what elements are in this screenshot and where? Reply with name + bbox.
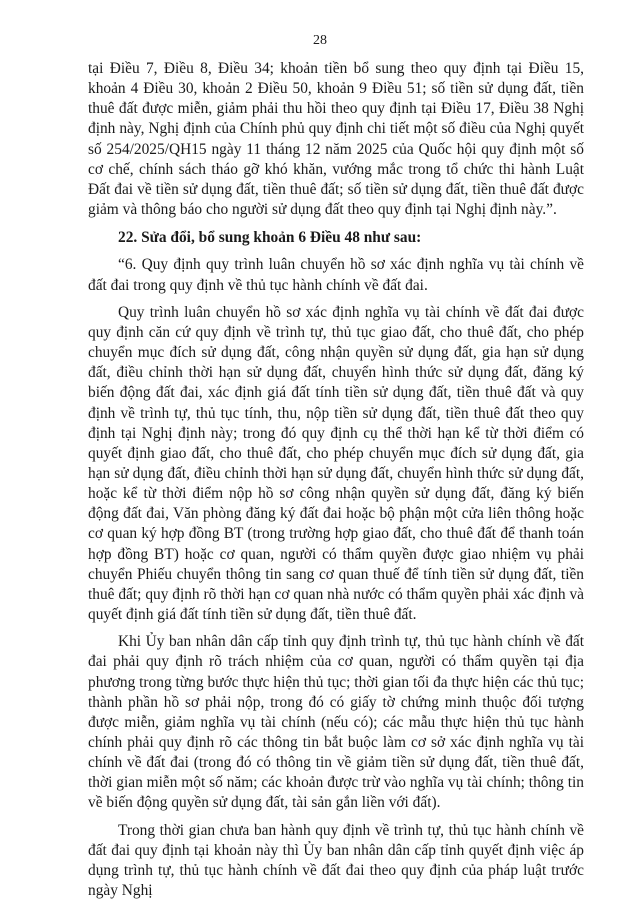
section-heading: 22. Sửa đổi, bổ sung khoản 6 Điều 48 như sau: [118, 229, 422, 247]
paragraph-clause-6: “6. Quy định quy trình luân chuyển hồ sơ xác định nghĩa vụ tài chính về đất đai trong quy định về thủ tục hành chính về đất đai. [88, 256, 584, 294]
page-number: 28 [313, 33, 327, 48]
document-body [88, 59, 584, 901]
paragraph-continuation: tại Điều 7, Điều 8, Điều 34; khoản tiền bổ sung theo quy định tại Điều 15, khoản 4 Điều 30, khoản 2 Điều 50, khoản 9 Điều 51; số tiền sử dụng đất, tiền thuê đất được miễn, giảm phải thu hồi theo quy định tại Điều 17, Điều 38 Nghị định này, Nghị định của Chính phủ quy định chi tiết một số điều của Nghị quyết số 254/2025/QH15 ngày 11 tháng 12 năm 2025 của Quốc hội quy định một số cơ chế, chính sách tháo gỡ khó khăn, vướng mắc trong tổ chức thi hành Luật Đất đai về tiền sử dụng đất, tiền thuê đất; số tiền sử dụng đất, tiền thuê đất được giảm và thông báo cho người sử dụng đất theo quy định tại Nghị định này.”. [88, 60, 584, 219]
paragraph-transition: Trong thời gian chưa ban hành quy định về trình tự, thủ tục hành chính về đất đai quy định tại khoản này thì Ủy ban nhân dân cấp tỉnh quyết định việc áp dụng trình tự, thủ tục hành chính về đất đai theo quy định của pháp luật trước ngày Nghị [88, 821, 584, 900]
paragraph-process: Quy trình luân chuyển hồ sơ xác định nghĩa vụ tài chính về đất đai được quy định căn cứ quy định về trình tự, thủ tục giao đất, cho thuê đất, cho phép chuyển mục đích sử dụng đất, công nhận quyền sử dụng đất, gia hạn sử dụng đất, điều chỉnh thời hạn sử dụng đất, chuyển hình thức sử dụng đất, đăng ký biến động đất đai, xác định giá đất tính tiền sử dụng đất, tiền thuê đất và quy định về trình tự, thủ tục tính, thu, nộp tiền sử dụng đất, tiền thuê đất theo quy định tại Nghị định này; trong đó quy định cụ thể thời hạn kể từ thời điểm có quyết định giao đất, cho thuê đất, cho phép chuyển mục đích sử dụng đất, gia hạn sử dụng đất, điều chỉnh thời hạn sử dụng đất, chuyển hình thức sử dụng đất, hoặc kể từ thời điểm nộp hồ sơ công nhận quyền sử dụng đất, đăng ký biến động đất đai, Văn phòng đăng ký đất đai hoặc bộ phận một cửa liên thông hoặc cơ quan ký hợp đồng BT (trong trường hợp giao đất, cho thuê đất để thanh toán hợp đồng BT) hoặc cơ quan, người có thẩm quyền được giao nhiệm vụ phải chuyển Phiếu chuyển thông tin sang cơ quan thuế để tính tiền sử dụng đất, tiền thuê đất; quy định rõ thời hạn cơ quan nhà nước có thẩm quyền phải xác định và quyết định giá đất tính tiền sử dụng đất, tiền thuê đất. [88, 303, 584, 624]
paragraph-responsibility: Khi Ủy ban nhân dân cấp tỉnh quy định trình tự, thủ tục hành chính về đất đai phải quy định rõ trách nhiệm của cơ quan, người có thẩm quyền tại địa phương trong từng bước thực hiện thủ tục; thời gian tối đa thực hiện các thủ tục; thành phần hồ sơ phải nộp, trong đó có giấy tờ chứng minh thuộc đối tượng được miễn, giảm nghĩa vụ tài chính (nếu có); các mẫu thực hiện thủ tục hành chính phải quy định rõ các thông tin bắt buộc làm cơ sở xác định nghĩa vụ tài chính về đất đai (trong đó có thông tin về giảm tiền sử dụng đất, tiền thuê đất, thời gian miễn một số năm; các khoản được trừ vào nghĩa vụ tài chính; thông tin về biến động quyền sử dụng đất, tài sản gắn liền với đất). [88, 633, 584, 812]
